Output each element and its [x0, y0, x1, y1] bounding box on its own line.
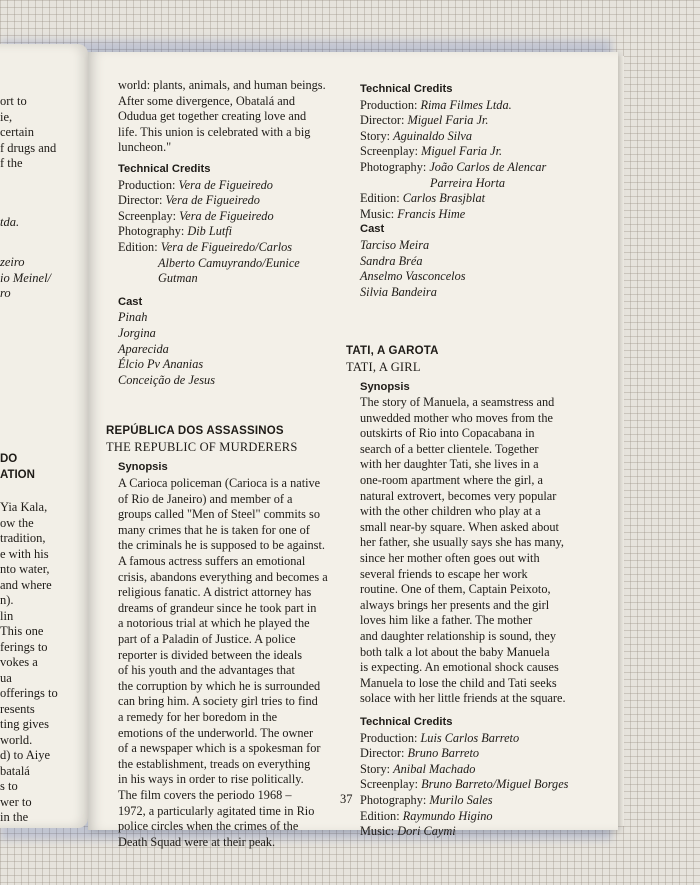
left-heading-fragment [0, 452, 88, 483]
synopsis-line: with her daughter Tati, she lives in a [360, 457, 539, 472]
credits-heading: Technical Credits [118, 162, 211, 175]
left-fragment-body [0, 500, 88, 826]
credit-value: Miguel Faria Jr. [407, 113, 489, 128]
film-title-english: TATI, A GIRL [346, 359, 421, 374]
column-left [106, 78, 358, 850]
synopsis-line: search of a better clientele. Together [360, 441, 539, 456]
credit-label: Story: [360, 761, 394, 776]
credit-value: Anibal Machado [393, 761, 476, 776]
synopsis-line: The story of Manuela, a seamstress and [360, 395, 555, 410]
synopsis-line: always brings her presents and the girl [360, 597, 550, 612]
synopsis-line: unwedded mother who moves from the [360, 410, 553, 425]
left-fragment-line: Yia Kala, [0, 500, 48, 514]
left-fragment-2 [0, 215, 88, 231]
credit-label: Music: [360, 206, 398, 221]
credit-value: Bruno Barreto/Miguel Borges [421, 777, 569, 792]
credit-label: Edition: [118, 239, 161, 254]
left-fragment-line: ro [0, 286, 11, 300]
left-fragment-line: This one [0, 624, 44, 638]
left-fragment-line: nto water, [0, 562, 50, 576]
cast-member: Aparecida [118, 341, 169, 356]
synopsis-line: many crimes that he is taken for one of [118, 522, 310, 537]
credit-value: Miguel Faria Jr. [421, 144, 503, 159]
left-fragment-line: zeiro [0, 255, 25, 269]
synopsis-line: groups called "Men of Steel" commits so [118, 507, 320, 522]
credit-value: Bruno Barreto [407, 746, 480, 761]
cast-member: Anselmo Vasconcelos [360, 269, 466, 284]
synopsis-line: of his youth and the advantages that [118, 663, 295, 678]
cast-member: Conceição de Jesus [118, 372, 215, 387]
credit-line [118, 240, 358, 256]
credits-list [360, 98, 610, 176]
synopsis-text [118, 476, 358, 850]
credit-label: Screenplay: [360, 777, 422, 792]
left-fragment-line: vokes a [0, 655, 38, 669]
left-fragment-line: lin [0, 608, 14, 623]
credit-label: Photography: [118, 224, 188, 239]
credit-value: Vera de Figueiredo [165, 193, 260, 208]
left-fragment-line: s to [0, 779, 18, 793]
left-fragment-line: f the [0, 156, 23, 170]
synopsis-line: Manuela to lose the child and Tati seeks [360, 675, 557, 690]
synopsis-line: the criminals he is supposed to be against. [118, 538, 325, 553]
credits-list-2 [360, 191, 610, 222]
synopsis-line: and daughter relationship is sound, they [360, 629, 557, 643]
synopsis-heading: Synopsis [360, 380, 410, 393]
credit-value: Dori Caymi [397, 824, 456, 839]
credit-value: Vera de Figueiredo/Carlos [160, 239, 293, 254]
synopsis-line: the corruption by which he is surrounded [118, 678, 321, 693]
cast-member: Tarciso Meira [360, 237, 430, 252]
credit-label: Photography: [360, 792, 430, 807]
left-fragment-line: ferings to [0, 639, 48, 654]
synopsis-line: is expecting. An emotional shock causes [360, 660, 559, 675]
credit-value: Aguinaldo Silva [393, 128, 473, 143]
synopsis-line: The film covers the periodo 1968 – [118, 787, 292, 802]
synopsis-line: a notorious trial at which he played the [118, 616, 310, 631]
credit-label: Director: [360, 113, 408, 128]
credit-value: Rima Filmes Ltda. [420, 97, 512, 112]
credit-line [360, 160, 610, 176]
synopsis-line: Death Squad were at their peak. [118, 834, 276, 849]
synopsis-line: the establishment, treads on everything [118, 756, 311, 771]
credit-value: Vera de Figueiredo [178, 177, 273, 192]
left-fragment-line: ATION [0, 468, 35, 481]
credit-line [360, 129, 610, 145]
intro-line: world: plants, animals, and human beings. [118, 78, 326, 92]
credit-label: Screenplay: [118, 208, 180, 223]
intro-text [118, 78, 358, 156]
credit-line [360, 98, 610, 114]
credit-line [360, 762, 610, 778]
cast-heading: Cast [118, 295, 143, 308]
synopsis-heading: Synopsis [118, 461, 168, 474]
film-title: TATI, A GAROTA [346, 345, 439, 358]
left-fragment-line: e with his [0, 546, 49, 561]
synopsis-line: solace with her little friends at the square. [360, 691, 566, 706]
credit-line [360, 793, 610, 809]
synopsis-line: police circles when the crimes of the [118, 819, 299, 834]
synopsis-line: reporter is divided between the ideals [118, 647, 303, 662]
left-fragment-line: batalá [0, 763, 30, 778]
credit-line [360, 113, 610, 129]
credit-line [360, 731, 610, 747]
cast-member: Jorgina [118, 325, 156, 340]
left-fragment-line: world. [0, 732, 33, 747]
left-fragment-line: DO [0, 453, 18, 465]
synopsis-line: loves him like a father. The mother [360, 613, 533, 628]
credits-list-3 [360, 731, 610, 840]
credit-line [360, 824, 610, 840]
credit-line [360, 809, 610, 825]
left-fragment-line: ort to [0, 94, 27, 108]
synopsis-line: several friends to escape her work [360, 566, 528, 581]
credit-label: Edition: [360, 808, 403, 823]
synopsis-line: emotions of the underworld. The owner [118, 725, 314, 740]
intro-line: After some divergence, Obatalá and [118, 93, 295, 108]
left-fragment-line: io Meinel/ [0, 270, 52, 285]
credit-line [360, 191, 610, 207]
cast-member: Élcio Pv Ananias [118, 357, 204, 372]
left-fragment-line: ie, [0, 109, 13, 124]
synopsis-line: since her mother often goes out with [360, 551, 540, 566]
intro-line: life. This union is celebrated with a big [118, 124, 311, 139]
synopsis-line: routine. One of them, Captain Peixoto, [360, 582, 551, 597]
credit-label: Story: [360, 128, 394, 143]
synopsis-line: can bring him. A society girl tries to find [118, 694, 318, 709]
synopsis-line: religious fanatic. A district attorney has [118, 585, 312, 600]
left-fragment-line: ow the [0, 515, 34, 530]
credit-value: Dib Lutfi [187, 224, 233, 239]
left-fragment-line: ting gives [0, 717, 49, 731]
cast-list [118, 310, 358, 388]
credit-value: João Carlos de Alencar [429, 159, 547, 174]
synopsis-line: dreams of grandeur since he took part in [118, 600, 317, 615]
film-title: REPÚBLICA DOS ASSASSINOS [106, 425, 284, 438]
synopsis-line: one-room apartment where the girl, a [360, 473, 544, 488]
credit-line [360, 746, 610, 762]
synopsis-line: her father, she usually says she has many, [360, 535, 564, 550]
left-fragment-line: in the [0, 810, 29, 824]
left-fragment-line: n). [0, 593, 14, 607]
credit-label: Director: [118, 193, 166, 208]
cast-heading: Cast [360, 223, 385, 236]
credit-label: Edition: [360, 191, 403, 206]
synopsis-line: with the other children who play at a [360, 504, 541, 519]
credit-line [118, 178, 358, 194]
left-fragment-1 [0, 94, 88, 172]
credit-label: Production: [360, 97, 421, 112]
credit-continuation: Gutman [158, 271, 198, 286]
left-fragment-line: d) to Aiye [0, 748, 50, 762]
synopsis-line: outskirts of Rio into Copacabana in [360, 426, 535, 441]
cast-member: Silvia Bandeira [360, 284, 437, 299]
left-fragment-line: offerings to [0, 686, 58, 700]
left-page [0, 44, 88, 828]
credit-value: Vera de Figueiredo [179, 208, 274, 223]
synopsis-line: crisis, abandons everything and becomes a [118, 569, 328, 584]
credit-value: Raymundo Higino [402, 808, 493, 823]
left-fragment-line: tradition, [0, 531, 46, 545]
left-fragment-line: tda. [0, 215, 20, 229]
credit-continuation: Alberto Camuyrando/Eunice [158, 255, 300, 270]
synopsis-line: natural extrovert, becomes very popular [360, 488, 557, 503]
synopsis-line: small near-by square. When asked about [360, 519, 559, 534]
credit-label: Production: [360, 730, 421, 745]
credit-label: Director: [360, 746, 408, 761]
synopsis-line: part of a Paladin of Justice. A police [118, 632, 296, 646]
credit-line [360, 207, 610, 223]
synopsis-line: a remedy for her boredom in the [118, 709, 278, 724]
synopsis-line: both talk a lot about the baby Manuela [360, 644, 550, 659]
intro-line: luncheon." [118, 140, 172, 155]
credit-value: Murilo Sales [429, 792, 493, 807]
credit-value: Luis Carlos Barreto [420, 730, 520, 745]
credit-line [118, 224, 358, 240]
credits-heading: Technical Credits [360, 83, 453, 95]
left-fragment-line: resents [0, 701, 35, 716]
credit-line [360, 144, 610, 160]
page-number: 37 [340, 792, 353, 806]
right-page [88, 52, 618, 849]
left-fragment-3 [0, 255, 88, 302]
credit-continuation: Parreira Horta [430, 175, 506, 190]
synopsis-line: A famous actress suffers an emotional [118, 554, 306, 569]
synopsis-text [360, 395, 610, 707]
left-fragment-line: wer to [0, 794, 32, 809]
synopsis-line: A Carioca policeman (Carioca is a native [118, 476, 321, 491]
cast-member: Sandra Bréa [360, 253, 423, 268]
synopsis-line: 1972, a particularly agitated time in Rio [118, 803, 315, 818]
credit-label: Production: [118, 177, 179, 192]
cast-member: Pinah [118, 310, 148, 325]
left-fragment-line: and where [0, 577, 52, 592]
credit-label: Screenplay: [360, 144, 422, 159]
credit-line [118, 193, 358, 209]
credit-label: Music: [360, 824, 398, 839]
credit-line [118, 209, 358, 225]
synopsis-line: of a newspaper which is a spokesman for [118, 741, 321, 756]
credits-list [118, 178, 358, 256]
credit-line [360, 777, 610, 793]
credit-label: Photography: [360, 159, 430, 174]
cast-list [360, 238, 610, 300]
left-fragment-line: f drugs and [0, 140, 57, 155]
credits-heading: Technical Credits [360, 715, 453, 728]
credit-value: Francis Hime [397, 206, 466, 221]
credit-value: Carlos Brasjblat [402, 191, 486, 206]
intro-line: Odudua get together creating love and [118, 109, 307, 124]
left-fragment-line: certain [0, 125, 35, 139]
film-title-english: THE REPUBLIC OF MURDERERS [106, 439, 298, 454]
synopsis-line: of Rio de Janeiro) and member of a [118, 491, 293, 506]
left-fragment-line: ua [0, 670, 12, 685]
synopsis-line: in his ways in order to rise politically. [118, 772, 304, 787]
